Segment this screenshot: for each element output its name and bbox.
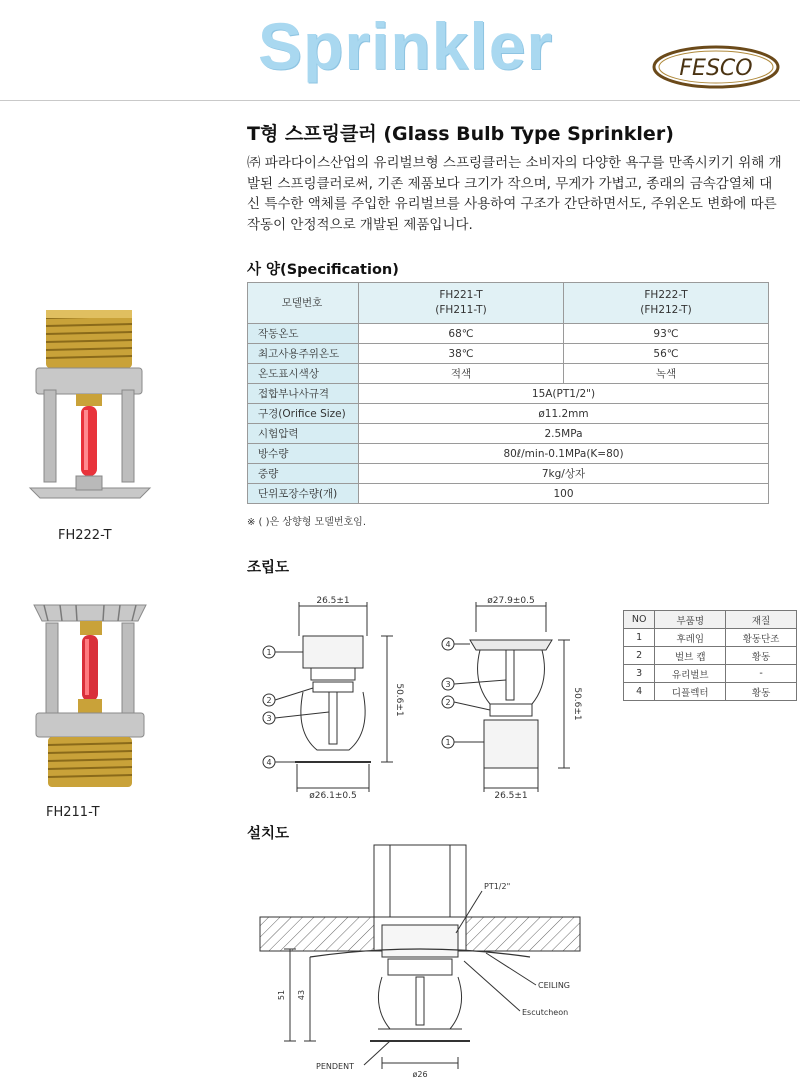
spec-row-label: 방수량: [248, 444, 359, 464]
spec-model-a: [359, 283, 564, 324]
spec-row: [248, 384, 769, 404]
spec-row: [248, 484, 769, 504]
fh211-t-product-image: [20, 595, 160, 795]
spec-row-label: 접합부나사규격: [248, 384, 359, 404]
spec-row-label: 구경(Orifice Size): [248, 404, 359, 424]
spec-cell: 56℃: [564, 344, 769, 364]
callout-2: 2: [445, 698, 451, 707]
spec-row: [248, 344, 769, 364]
callout-4: 4: [266, 758, 272, 767]
spec-header-row: [248, 283, 769, 324]
parts-header-no: NO: [624, 611, 655, 629]
product-caption-fh222: FH222-T: [58, 528, 112, 543]
dim-height: 50.6±1: [394, 683, 404, 717]
spec-row: [248, 324, 769, 344]
spec-cell: 7kg/상자: [359, 464, 769, 484]
spec-table: [247, 282, 769, 504]
logo-text: FESCO: [679, 56, 753, 81]
spec-cell: 68℃: [359, 324, 564, 344]
model-b-sub: (FH212-T): [640, 304, 692, 316]
assembly-drawing-pendent: [255, 592, 404, 802]
spec-heading: 사 양(Specification): [247, 262, 399, 278]
parts-no: 4: [624, 683, 655, 701]
dim-top-width: 26.5±1: [316, 596, 350, 606]
dim-43: 43: [297, 989, 306, 1001]
fesco-logo: [652, 44, 780, 90]
spec-cell: 2.5MPa: [359, 424, 769, 444]
spec-model-b: [564, 283, 769, 324]
spec-row: [248, 404, 769, 424]
parts-row: [624, 665, 797, 683]
ceiling-label: CEILING: [538, 981, 570, 990]
spec-row: [248, 464, 769, 484]
product-caption-fh211: FH211-T: [46, 805, 100, 820]
parts-material: 황동단조: [726, 629, 797, 647]
parts-header-name: 부품명: [655, 611, 726, 629]
parts-name: 유리벌브: [655, 665, 726, 683]
parts-material: -: [726, 665, 797, 683]
assembly-drawing-upright: [436, 592, 581, 802]
parts-no: 2: [624, 647, 655, 665]
install-heading: 설치도: [247, 826, 290, 842]
spec-row: [248, 444, 769, 464]
spec-row-label: 단위포장수량(개): [248, 484, 359, 504]
model-b-main: FH222-T: [644, 289, 688, 301]
callout-3: 3: [266, 714, 272, 723]
spec-row-label: 온도표시색상: [248, 364, 359, 384]
parts-name: 벌브 캡: [655, 647, 726, 665]
parts-material: 황동: [726, 683, 797, 701]
escutcheon-label: Escutcheon: [522, 1008, 569, 1017]
spec-row: [248, 424, 769, 444]
spec-row: [248, 364, 769, 384]
pt-label: PT1/2": [484, 882, 511, 891]
spec-cell: 적색: [359, 364, 564, 384]
callout-1: 1: [445, 738, 451, 747]
parts-row: [624, 629, 797, 647]
product-description: ㈜ 파라다이스산업의 유리벌브형 스프링클러는 소비자의 다양한 욕구를 만족시키기 위해 개발된 스프링클러로써, 기존 제품보다 크기가 작으며, 무게가 가볍고, 종래의 금속감열체 대신 특수한 액체를 주입한 유리벌브를 사용하여 구조가 간단하면서도, 주위온도 변화에 따른 작동이 안정적으로 개발된 제품입니다.: [247, 155, 782, 233]
page-title: Sprinkler: [258, 9, 554, 83]
parts-material: 황동: [726, 647, 797, 665]
spec-cell: 녹색: [564, 364, 769, 384]
spec-row-label: 중량: [248, 464, 359, 484]
spec-cell: ø11.2mm: [359, 404, 769, 424]
pendent-label: PENDENT: [316, 1062, 354, 1071]
spec-row-label: 작동온도: [248, 324, 359, 344]
parts-header-material: 재질: [726, 611, 797, 629]
spec-row-label: 시험압력: [248, 424, 359, 444]
product-heading: T형 스프링클러 (Glass Bulb Type Sprinkler): [247, 123, 674, 145]
callout-4: 4: [445, 640, 451, 649]
spec-note: ※ ( )은 상향형 모델번호임.: [247, 517, 367, 528]
assembly-heading: 조립도: [247, 560, 290, 576]
installation-drawing: [250, 845, 590, 1080]
dim-bottom-width: 26.5±1: [494, 791, 528, 801]
spec-cell: 93℃: [564, 324, 769, 344]
parts-header-row: [624, 611, 797, 629]
spec-cell: 80ℓ/min-0.1MPa(K=80): [359, 444, 769, 464]
spec-row-label: 최고사용주위온도: [248, 344, 359, 364]
callout-1: 1: [266, 648, 272, 657]
callout-3: 3: [445, 680, 451, 689]
dim-top-diameter: ø27.9±0.5: [487, 596, 535, 606]
spec-model-label: 모델번호: [248, 283, 359, 324]
dim-bottom-diameter: ø26.1±0.5: [309, 791, 357, 801]
dim-26: ø26: [412, 1070, 428, 1079]
parts-no: 3: [624, 665, 655, 683]
callout-2: 2: [266, 696, 272, 705]
parts-row: [624, 647, 797, 665]
dim-51: 51: [277, 989, 286, 1001]
model-a-sub: (FH211-T): [435, 304, 487, 316]
parts-row: [624, 683, 797, 701]
parts-no: 1: [624, 629, 655, 647]
model-a-main: FH221-T: [439, 289, 483, 301]
spec-cell: 15A(PT1/2"): [359, 384, 769, 404]
spec-cell: 100: [359, 484, 769, 504]
fh222-t-product-image: [20, 300, 160, 510]
spec-cell: 38℃: [359, 344, 564, 364]
parts-table: [623, 610, 797, 701]
parts-name: 디플렉터: [655, 683, 726, 701]
parts-name: 후레임: [655, 629, 726, 647]
header-divider: [0, 100, 800, 101]
dim-height: 50.6±1: [572, 687, 582, 721]
